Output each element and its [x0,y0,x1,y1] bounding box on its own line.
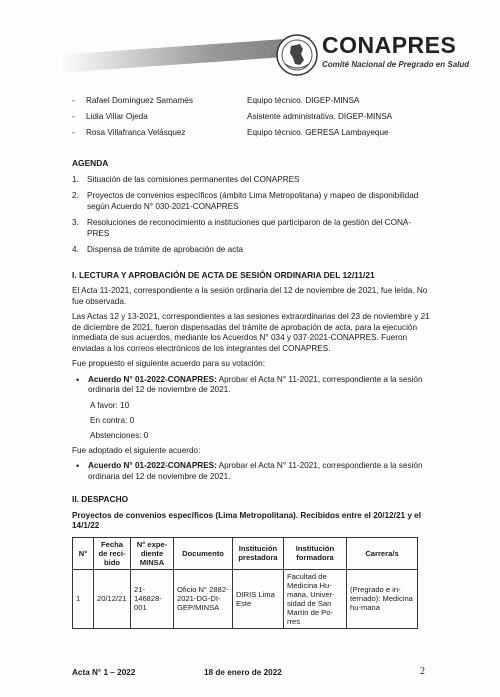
agenda-item [72,191,430,212]
agenda-item [72,218,430,239]
member-role: Equipo técnico. GERESA Lambayeque [247,128,389,137]
agenda-text: Proyectos de convenios específicos (ámbito Lima Metropolitana) y mapeo de disponibilidad según Acuerdo N° 030-2021-CONAPRES [87,191,419,211]
column-header: Carrera/s [347,537,418,569]
agenda-item [72,245,430,256]
main-content [72,96,430,629]
agreement-body: Aprobar el Acta N° 11-2021, correspondiente a la sesión ordinaria del 12 de noviembre de 2021. [88,461,423,481]
paragraph: Fue propuesto el siguiente acuerdo para su votación: [72,359,265,368]
table-cell: DIRIS Lima Este [233,569,284,628]
agenda-item [72,175,430,186]
column-header: Documento [174,537,233,569]
page-number: 2 [420,666,425,677]
member-name: Rafael Domínguez Samamés [86,96,193,105]
vote-contra: En contra: 0 [90,415,135,425]
table-header-row [73,537,418,569]
footer-acta: Acta N° 1 – 2022 [72,668,136,677]
member-list [72,96,430,144]
table-cell: Oficio N° 2882-2021-DG-DI-GEP/MINSA [174,569,233,628]
agenda-list [72,175,430,256]
agreement-code: Acuerdo N° 01-2022-CONAPRES: [88,374,217,384]
logo-title: CONAPRES [322,32,457,58]
table-cell: (Pregrado e in-ternado): Medicina hu-mana [347,569,418,628]
table-cell: 20/12/21 [94,569,131,628]
vote-results [90,401,430,446]
table-cell: Facultad de Medicina Hu-mana, Univer-sidad de San Martín de Po-rres [284,569,347,628]
member-row [72,96,430,112]
member-row [72,112,430,128]
paragraph: Las Actas 12 y 13-2021, correspondientes a las sesiones extraordinarias del 23 de noviembre y 21 de diciembre de 2021, fueron dispensadas del trámite de aprobación de acta, para la ejecución inmediata de sus acuerdos, mediante los Acuerdos N° 034 y 037-2021-CONAPRES. Fueron enviadas a los correos electrónicos de los integrantes del CONAPRES. [72,312,430,353]
agreement-body: Aprobar el Acta N° 11-2021, correspondiente a la sesión ordinaria del 12 de noviembre de 2021. [88,374,423,394]
agreement-bullet [72,461,430,482]
bullet-dot-icon: • [76,461,80,471]
agenda-text: Resoluciones de reconocimiento a instituciones que participaron de la gestión del CONA-PRES [87,218,412,238]
paragraph: Fue adoptado el siguiente acuerdo: [72,445,201,455]
footer-date: 18 de enero de 2022 [204,668,282,677]
agenda-text: Dispensa de trámite de aprobación de acta [87,245,244,254]
member-name: Lidia Villar Ojeda [86,112,148,121]
despacho-subtitle: Proyectos de convenios específicos (Lima Metropolitana). Recibidos entre el 20/12/21 y el 14/1/22 [72,510,422,530]
table-cell: 1 [73,569,94,628]
table-row [73,569,418,628]
column-header: Institución prestadora [233,537,284,569]
vote-favor: A favor: 10 [90,400,130,410]
logo-stripe [60,37,310,72]
dash-bullet: - [72,96,75,105]
agenda-heading: AGENDA [72,158,109,168]
member-row [72,128,430,144]
table-cell: 21-146828-001 [131,569,174,628]
vote-abstentions: Abstenciones: 0 [90,430,149,440]
column-header: Fecha de reci-bido [94,537,131,569]
section-2-heading: II. DESPACHO [72,494,129,504]
agenda-number: 4. [72,245,79,254]
dash-bullet: - [72,112,75,121]
agreement-text [88,461,430,482]
header-logo [60,28,470,80]
convenios-table [72,537,418,629]
column-header: N° [73,537,94,569]
agenda-number: 3. [72,218,79,227]
member-name: Rosa Villafranca Velásquez [86,128,186,137]
member-role: Asistente administrativa. DIGEP-MINSA [247,112,393,121]
agenda-number: 1. [72,174,79,184]
paragraph: El Acta 11-2021, correspondiente a la sesión ordinaria del 12 de noviembre de 2021, fue leída. No fue observada. [72,286,428,306]
bullet-dot-icon: • [76,374,80,385]
agreement-text [88,375,430,396]
logo-subtitle: Comité Nacional de Pregrado en Salud [322,60,470,69]
agenda-text: Situación de las comisiones permanentes del CONAPRES [87,174,300,184]
dash-bullet: - [72,128,75,137]
agreement-code: Acuerdo N° 01-2022-CONAPRES: [88,461,217,470]
member-role: Equipo técnico. DIGEP-MINSA [247,96,360,105]
conapres-emblem-icon [276,34,318,76]
section-1-heading: I. LECTURA Y APROBACIÓN DE ACTA DE SESIÓN ORDINARIA DEL 12/11/21 [72,269,375,280]
agreement-bullet [72,375,430,396]
column-header: N° expe-diente MINSA [131,537,174,569]
column-header: Institución formadora [284,537,347,569]
agenda-number: 2. [72,191,79,200]
